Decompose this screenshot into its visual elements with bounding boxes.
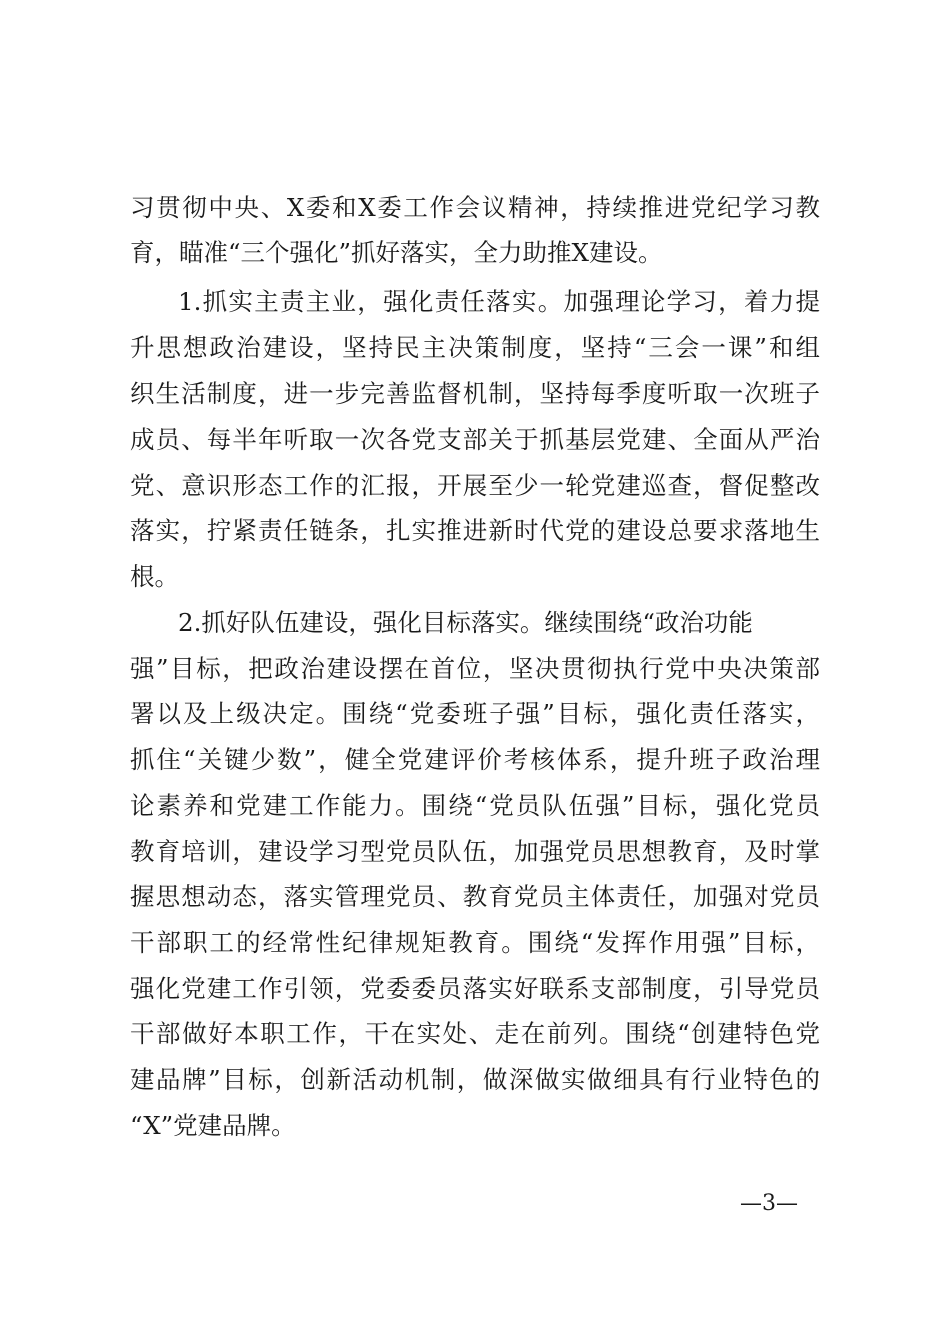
text-line: 强”目标，把政治建设摆在首位，坚决贯彻执行党中央决策部 <box>130 654 820 683</box>
text-line: 抓住“关键少数”，健全党建评价考核体系，提升班子政治理 <box>130 745 820 774</box>
page-number: —3— <box>740 1191 798 1216</box>
text-line: 署以及上级决定。围绕“党委班子强”目标，强化责任落实， <box>130 699 820 728</box>
text-line: 论素养和党建工作能力。围绕“党员队伍强”目标，强化党员 <box>130 791 820 820</box>
text-line: 建品牌”目标，创新活动机制，做深做实做细具有行业特色的 <box>130 1065 820 1094</box>
text-line: 2.抓好队伍建设，强化目标落实。继续围绕“政治功能 <box>178 608 753 637</box>
text-line: “X”党建品牌。 <box>130 1111 296 1140</box>
text-line: 落实，拧紧责任链条，扎实推进新时代党的建设总要求落地生 <box>130 516 820 545</box>
text-line: 党、意识形态工作的汇报，开展至少一轮党建巡查，督促整改 <box>130 471 820 500</box>
text-line: 干部职工的经常性纪律规矩教育。围绕“发挥作用强”目标， <box>130 928 820 957</box>
text-line: 习贯彻中央、X委和X委工作会议精神，持续推进党纪学习教 <box>130 193 820 222</box>
text-line: 握思想动态，落实管理党员、教育党员主体责任，加强对党员 <box>130 882 820 911</box>
text-line: 成员、每半年听取一次各党支部关于抓基层党建、全面从严治 <box>130 425 820 454</box>
text-line: 教育培训，建设学习型党员队伍，加强党员思想教育，及时掌 <box>130 837 820 866</box>
text-line: 1.抓实主责主业，强化责任落实。加强理论学习，着力提 <box>178 287 820 316</box>
text-line: 根。 <box>130 562 179 591</box>
text-line: 干部做好本职工作，干在实处、走在前列。围绕“创建特色党 <box>130 1019 820 1048</box>
text-line: 育，瞄准“三个强化”抓好落实，全力助推X建设。 <box>130 238 663 267</box>
text-line: 强化党建工作引领，党委委员落实好联系支部制度，引导党员 <box>130 974 820 1003</box>
text-line: 升思想政治建设，坚持民主决策制度，坚持“三会一课”和组 <box>130 333 820 362</box>
text-line: 织生活制度，进一步完善监督机制，坚持每季度听取一次班子 <box>130 379 820 408</box>
